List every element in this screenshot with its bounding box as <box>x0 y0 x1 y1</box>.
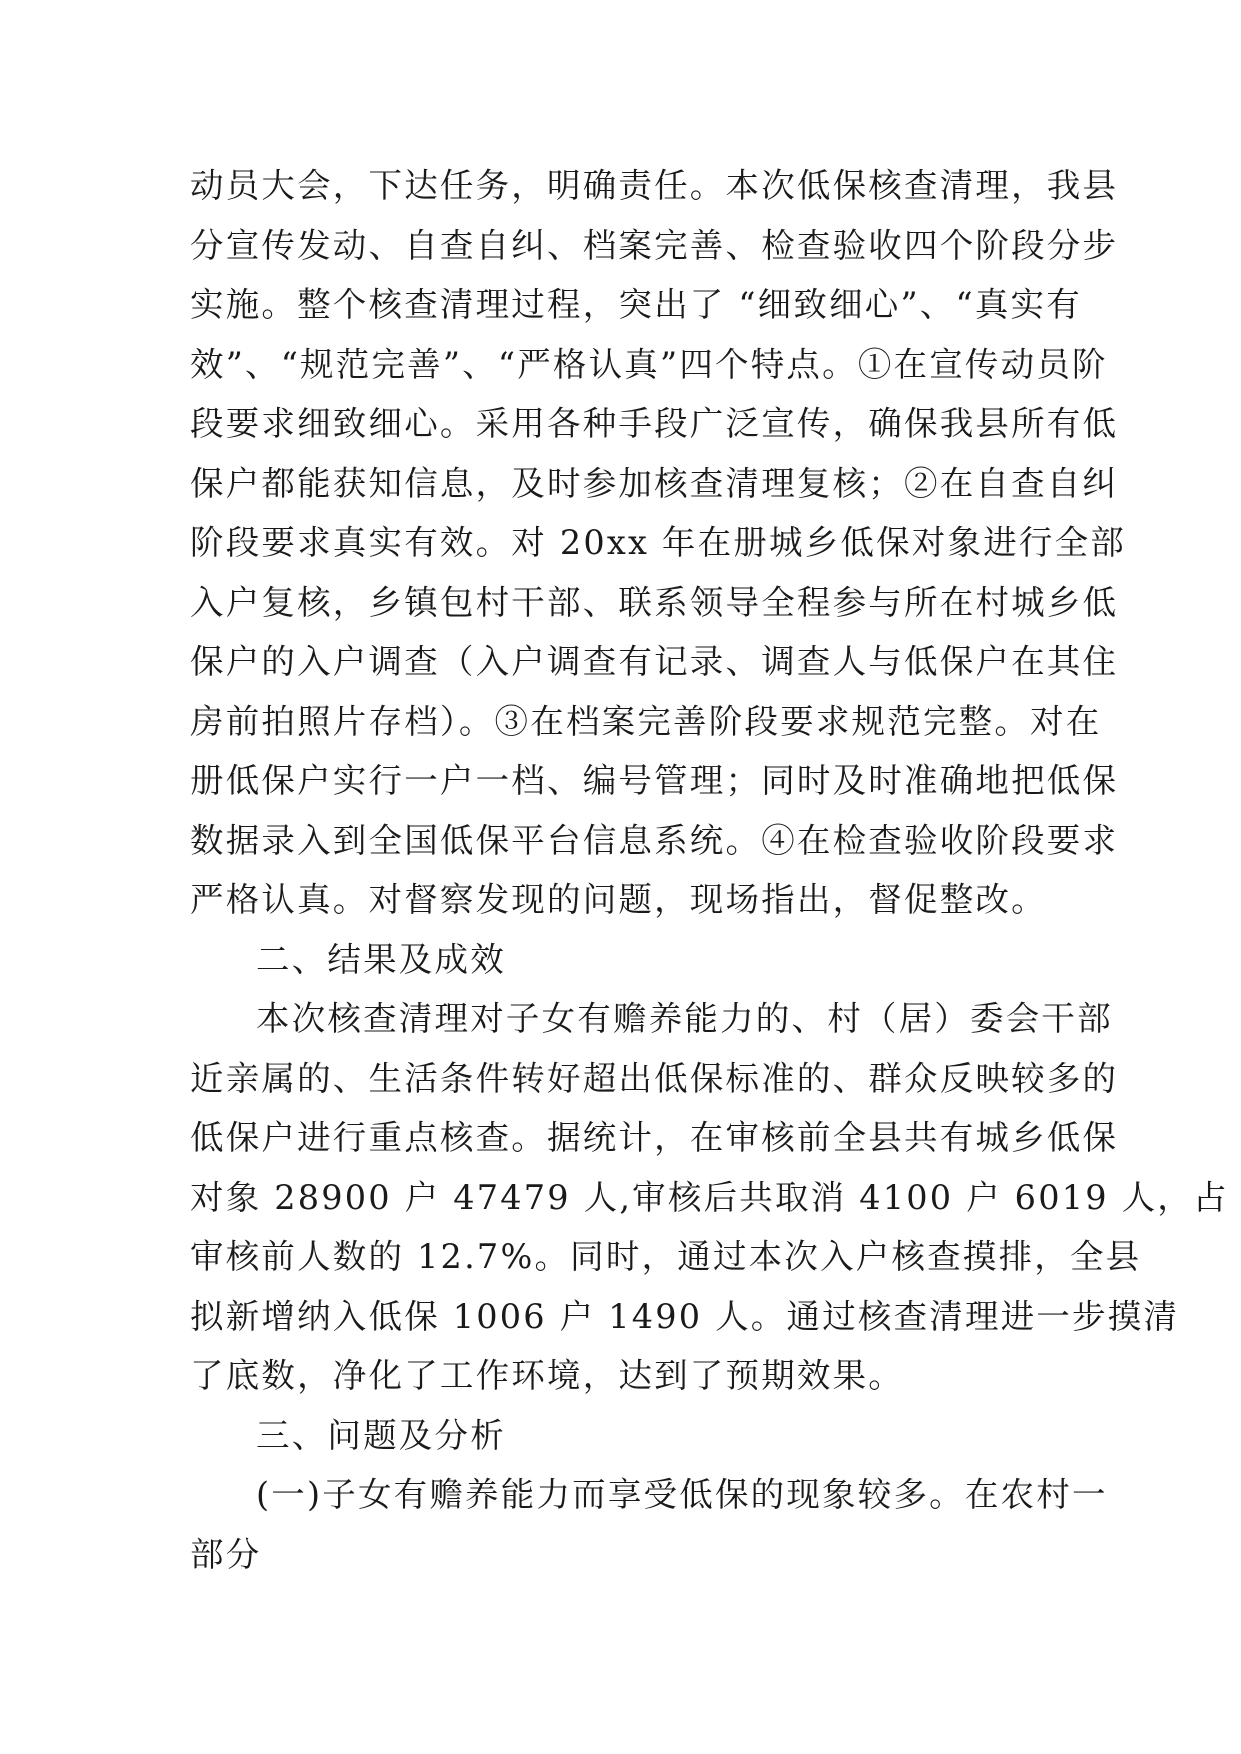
body-line: 近亲属的、生活条件转好超出低保标准的、群众反映较多的 <box>190 1058 1119 1098</box>
body-line: (一)子女有赡养能力而享受低保的现象较多。在农村一 <box>256 1475 1108 1514</box>
body-line: 阶段要求真实有效。对 20xx 年在册城乡低保对象进行全部 <box>190 523 1127 562</box>
document-body <box>190 156 1229 1584</box>
section-heading: 二、结果及成效 <box>256 939 506 979</box>
body-line: 低保户进行重点核查。据统计，在审核前全县共有城乡低保 <box>190 1118 1119 1157</box>
body-line: 对象 28900 户 47479 人,审核后共取消 4100 户 6019 人，占 <box>190 1177 1229 1217</box>
body-line: 实施。整个核查清理过程，突出了 “细致细心”、“真实有 <box>190 285 1082 324</box>
body-line: 房前拍照片存档）。③在档案完善阶段要求规范完整。对在 <box>190 701 1102 741</box>
body-line: 入户复核，乡镇包村干部、联系领导全程参与所在村城乡低 <box>190 582 1119 622</box>
body-line: 效”、“规范完善”、“严格认真”四个特点。①在宣传动员阶 <box>190 344 1108 384</box>
body-line: 部分 <box>190 1534 262 1574</box>
body-line: 册低保户实行一户一档、编号管理；同时及时准确地把低保 <box>190 761 1119 800</box>
body-line: 分宣传发动、自查自纠、档案完善、检查验收四个阶段分步 <box>190 225 1119 265</box>
body-line: 本次核查清理对子女有赡养能力的、村（居）委会干部 <box>256 999 1113 1038</box>
body-line: 严格认真。对督察发现的问题，现场指出，督促整改。 <box>190 880 1047 919</box>
body-line: 拟新增纳入低保 1006 户 1490 人。通过核查清理进一步摸清 <box>190 1296 1180 1336</box>
body-line: 保户的入户调查（入户调查有记录、调查人与低保户在其住 <box>190 642 1119 681</box>
body-line: 段要求细致细心。采用各种手段广泛宣传，确保我县所有低 <box>190 404 1119 443</box>
body-line: 数据录入到全国低保平台信息系统。④在检查验收阶段要求 <box>190 820 1119 860</box>
body-line: 了底数，净化了工作环境，达到了预期效果。 <box>190 1356 904 1395</box>
body-line: 审核前人数的 12.7%。同时，通过本次入户核查摸排，全县 <box>190 1237 1142 1276</box>
body-line: 保户都能获知信息，及时参加核查清理复核；②在自查自纠 <box>190 463 1119 503</box>
body-line: 动员大会，下达任务，明确责任。本次低保核查清理，我县 <box>190 166 1119 205</box>
section-heading: 三、问题及分析 <box>256 1415 506 1455</box>
